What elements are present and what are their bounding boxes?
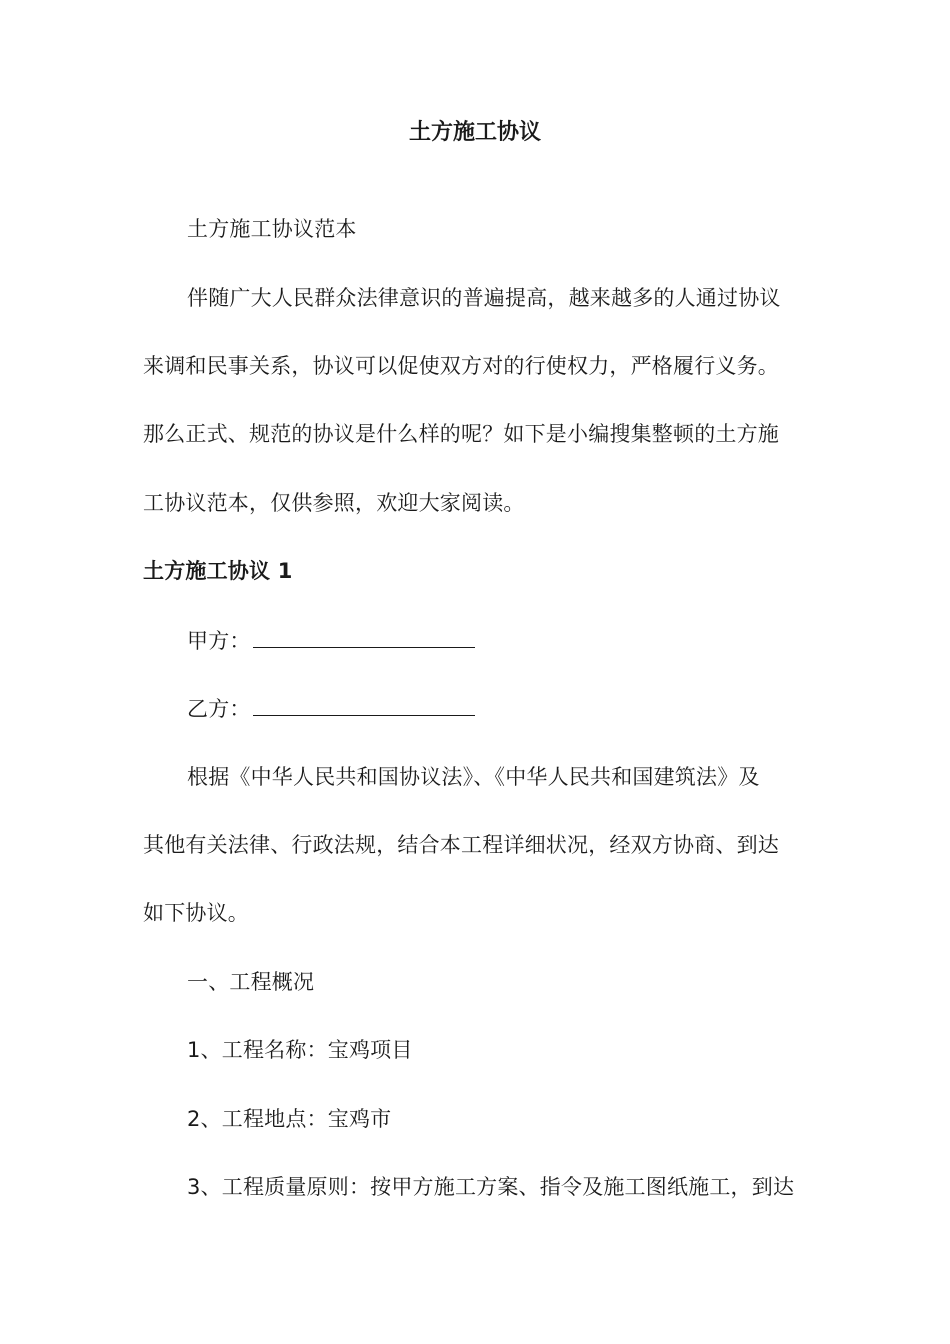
section-heading: 土方施工协议 1 xyxy=(143,559,293,583)
intro-line-3: 那么正式、规范的协议是什么样的呢？如下是小编搜集整顿的土方施 xyxy=(143,422,779,446)
party-b-label: 乙方： xyxy=(187,697,251,721)
party-b-blank xyxy=(253,693,475,716)
intro-line-1: 伴随广大人民群众法律意识的普遍提高，越来越多的人通过协议 xyxy=(187,286,781,310)
overview-item-2: 2、工程地点：宝鸡市 xyxy=(187,1107,392,1131)
overview-item-3: 3、工程质量原则：按甲方施工方案、指令及施工图纸施工，到达 xyxy=(187,1175,795,1199)
basis-line-2: 其他有关法律、行政法规，结合本工程详细状况，经双方协商、到达 xyxy=(143,833,779,857)
party-a-blank xyxy=(253,625,475,648)
party-a-label: 甲方： xyxy=(187,629,251,653)
basis-line-1: 根据《中华人民共和国协议法》、《中华人民共和国建筑法》及 xyxy=(187,765,760,789)
basis-line-3: 如下协议。 xyxy=(143,901,249,925)
overview-heading: 一、工程概况 xyxy=(187,970,315,994)
party-a-line xyxy=(187,625,813,656)
intro-line-4: 工协议范本，仅供参照，欢迎大家阅读。 xyxy=(143,491,525,515)
subtitle-paragraph: 土方施工协议范本 xyxy=(187,217,357,241)
document-title: 土方施工协议 xyxy=(408,120,541,145)
intro-line-2: 来调和民事关系，协议可以促使双方对的行使权力，严格履行义务。 xyxy=(143,354,779,378)
overview-item-1: 1、工程名称：宝鸡项目 xyxy=(187,1038,413,1062)
party-b-line xyxy=(187,693,813,724)
